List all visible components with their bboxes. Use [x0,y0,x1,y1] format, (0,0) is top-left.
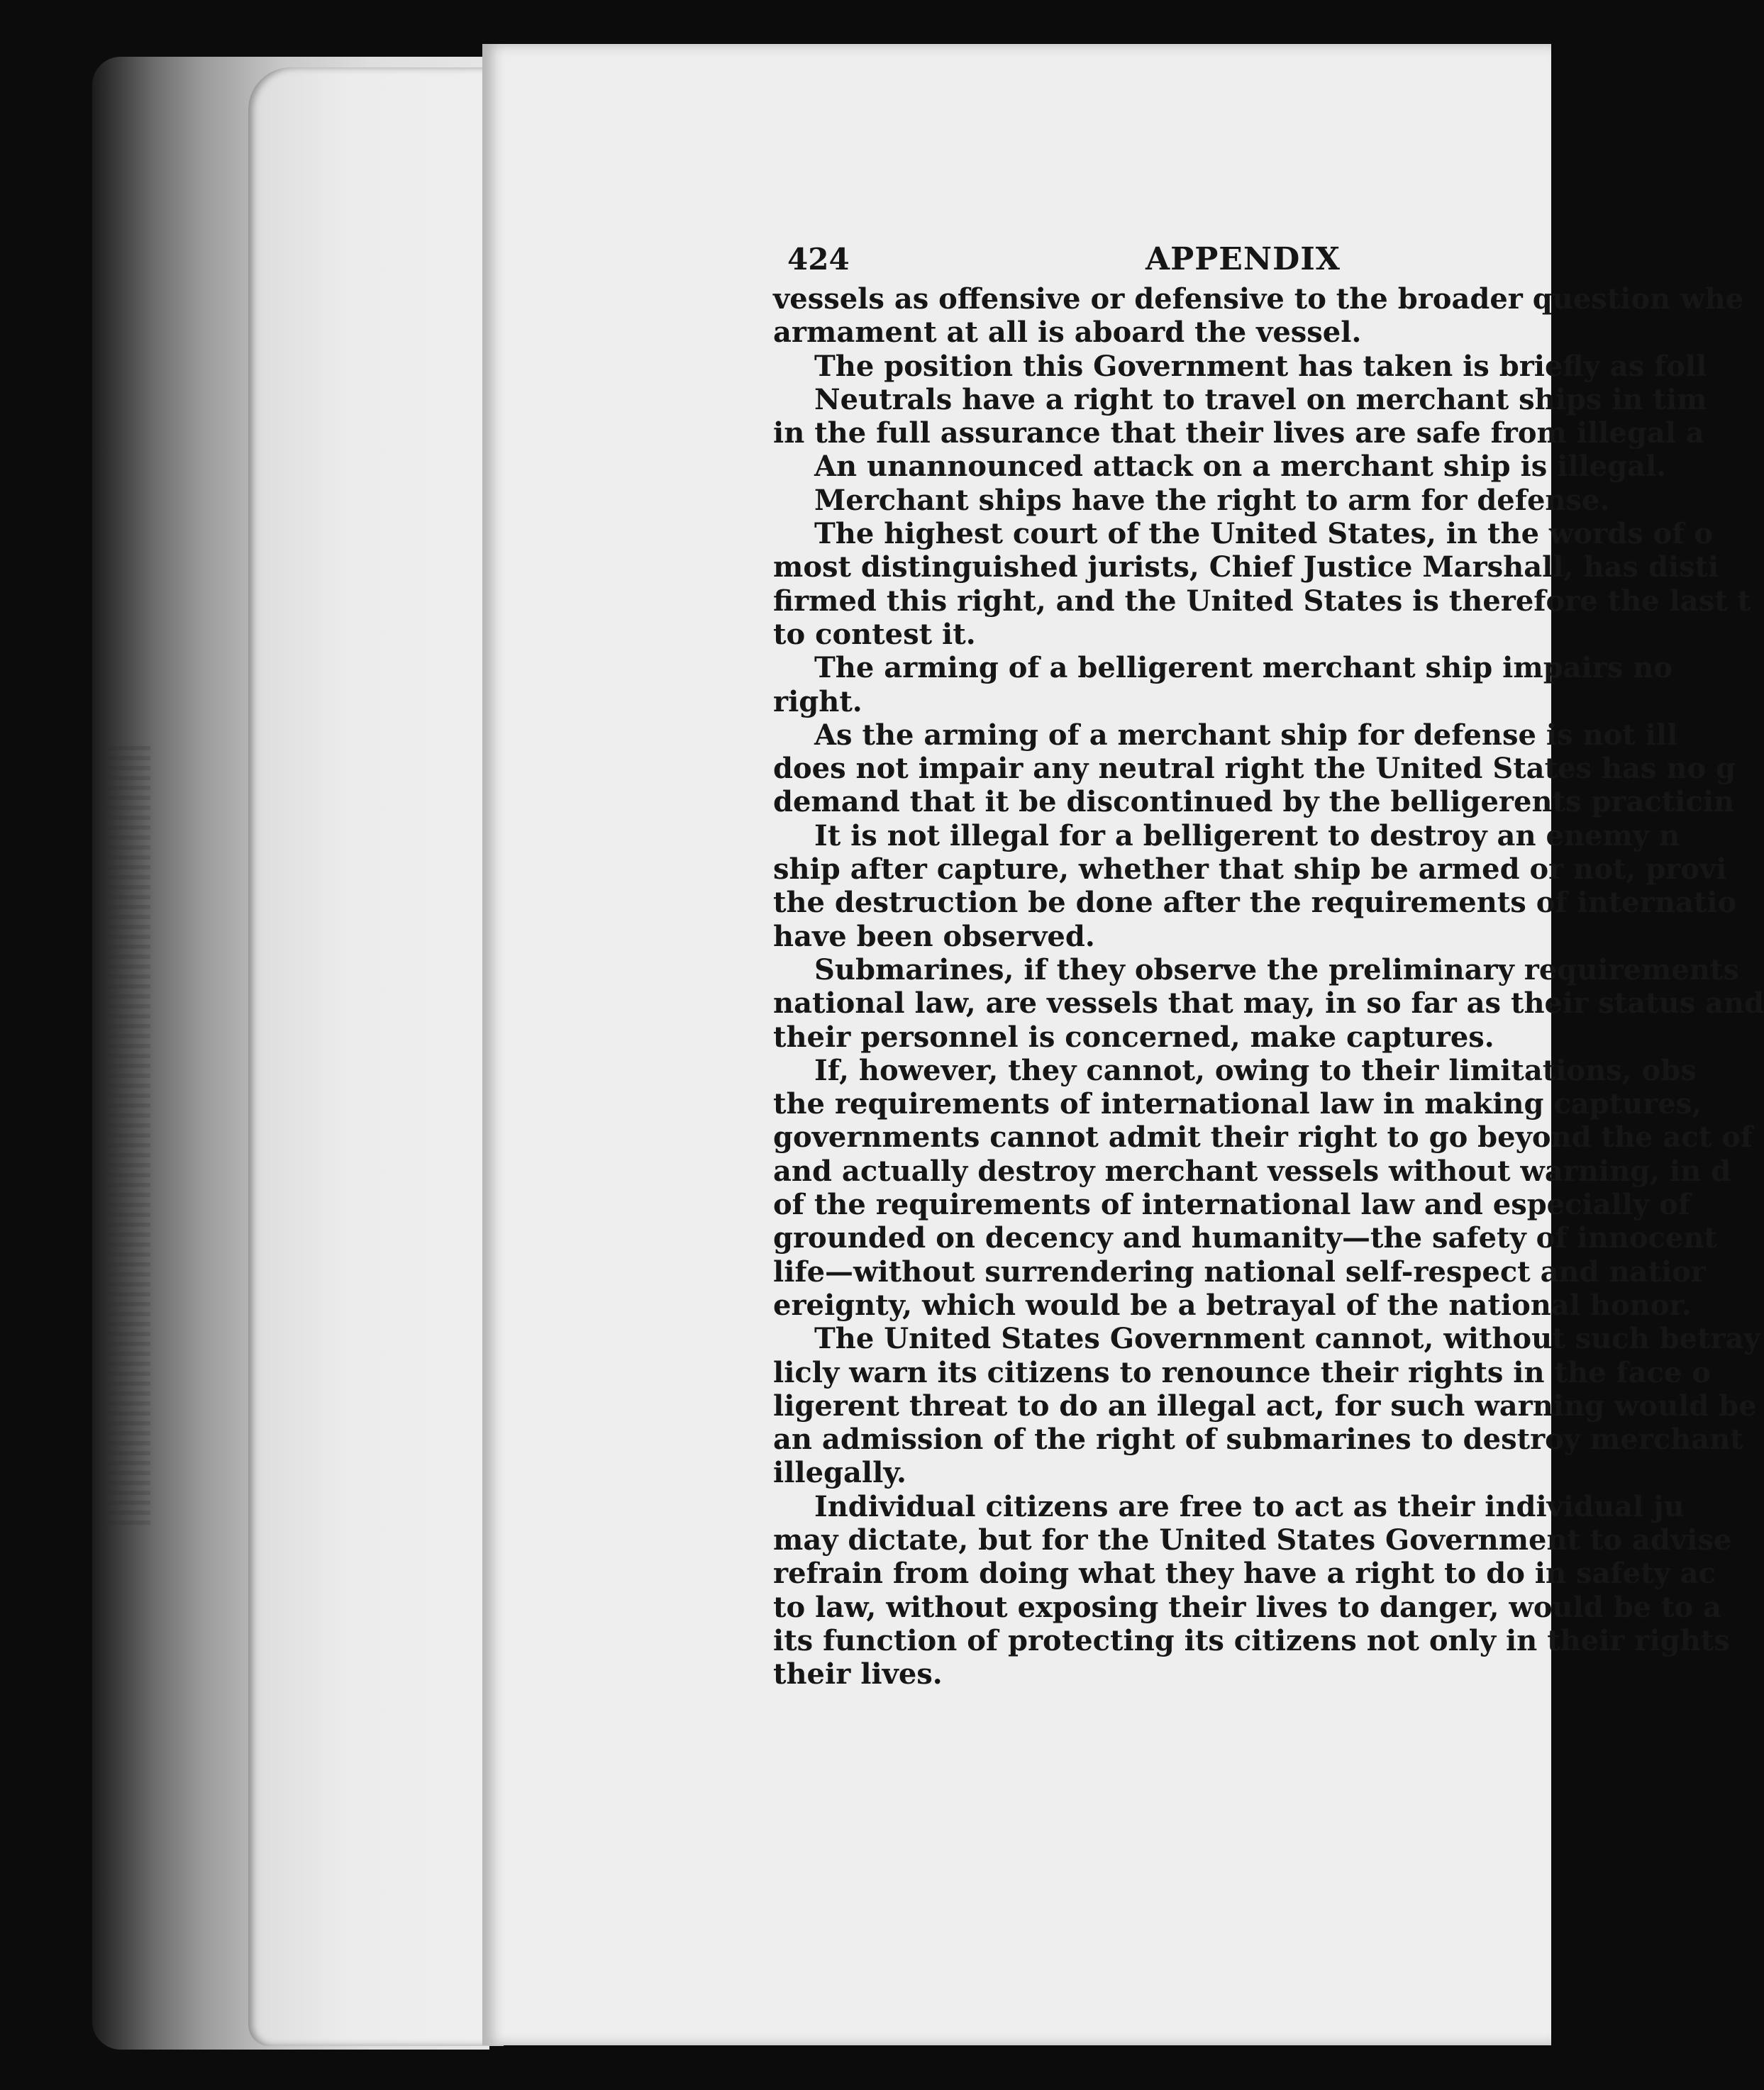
page-content [773,234,1764,1691]
text-line: ship after capture, whether that ship be armed or not, provi [773,852,1727,886]
text-line: If, however, they cannot, owing to their limitations, obs [814,1053,1697,1087]
text-line: their lives. [773,1657,943,1691]
text-line: licly warn its citizens to renounce their rights in the face o [773,1355,1711,1389]
text-line: does not impair any neutral right the United States has no g [773,752,1736,786]
text-line: vessels as offensive or defensive to the broader question whe [773,282,1744,316]
text-line: It is not illegal for a belligerent to destroy an enemy n [814,818,1680,852]
text-line: most distinguished jurists, Chief Justice Marshall, has disti [773,550,1719,584]
text-line: to contest it. [773,617,976,651]
text-line: the requirements of international law in making captures, [773,1087,1702,1121]
page-fold-shadow [248,67,504,2046]
body-text [773,282,1764,1691]
text-line: Merchant ships have the right to arm for defense. [814,483,1610,517]
text-line: and actually destroy merchant vessels without warning, in d [773,1154,1731,1188]
text-line: An unannounced attack on a merchant ship is illegal. [814,450,1667,484]
text-line: The United States Government cannot, without such betray [814,1322,1760,1356]
text-line: national law, are vessels that may, in so far as their status and [773,986,1764,1021]
text-line: life—without surrendering national self-respect and natior [773,1255,1706,1289]
text-line: the destruction be done after the requirements of internatio [773,886,1737,920]
text-line: The arming of a belligerent merchant ship impairs no [814,651,1673,685]
running-head: APPENDIX [1146,241,1341,277]
text-line: right. [773,684,862,718]
text-line: As the arming of a merchant ship for defense is not ill [814,718,1678,752]
text-line: of the requirements of international law and especially of [773,1188,1691,1222]
text-line: armament at all is aboard the vessel. [773,316,1362,350]
library-stamp [108,745,150,1525]
text-line: their personnel is concerned, make captures. [773,1020,1494,1054]
text-line: have been observed. [773,919,1095,953]
text-line: firmed this right, and the United States is therefore the last t [773,584,1751,618]
text-line: Submarines, if they observe the preliminary requirements [814,952,1739,986]
text-line: may dictate, but for the United States Government to advise [773,1523,1732,1557]
text-line: ereignty, which would be a betrayal of the national honor. [773,1288,1692,1322]
text-line: its function of protecting its citizens not only in their rights [773,1623,1730,1657]
text-line: The highest court of the United States, in the words of o [814,517,1714,551]
text-line: Neutrals have a right to travel on merchant ships in tim [814,382,1707,416]
text-line: governments cannot admit their right to go beyond the act of [773,1121,1753,1155]
text-line: an admission of the right of submarines to destroy merchant [773,1423,1743,1457]
page-header [773,234,1624,282]
text-line: in the full assurance that their lives are safe from illegal a [773,416,1704,450]
text-line: demand that it be discontinued by the belligerents practicin [773,785,1735,819]
text-line: illegally. [773,1456,906,1490]
text-line: to law, without exposing their lives to danger, would be to a [773,1590,1722,1624]
text-line: refrain from doing what they have a right to do in safety ac [773,1557,1716,1591]
page-number: 424 [787,242,850,277]
text-line: Individual citizens are free to act as their individual ju [814,1489,1685,1523]
text-line: ligerent threat to do an illegal act, for such warning would be [773,1389,1757,1423]
text-line: The position this Government has taken is briefly as foll [814,349,1707,383]
text-line: grounded on decency and humanity—the safety of innocent [773,1221,1717,1255]
